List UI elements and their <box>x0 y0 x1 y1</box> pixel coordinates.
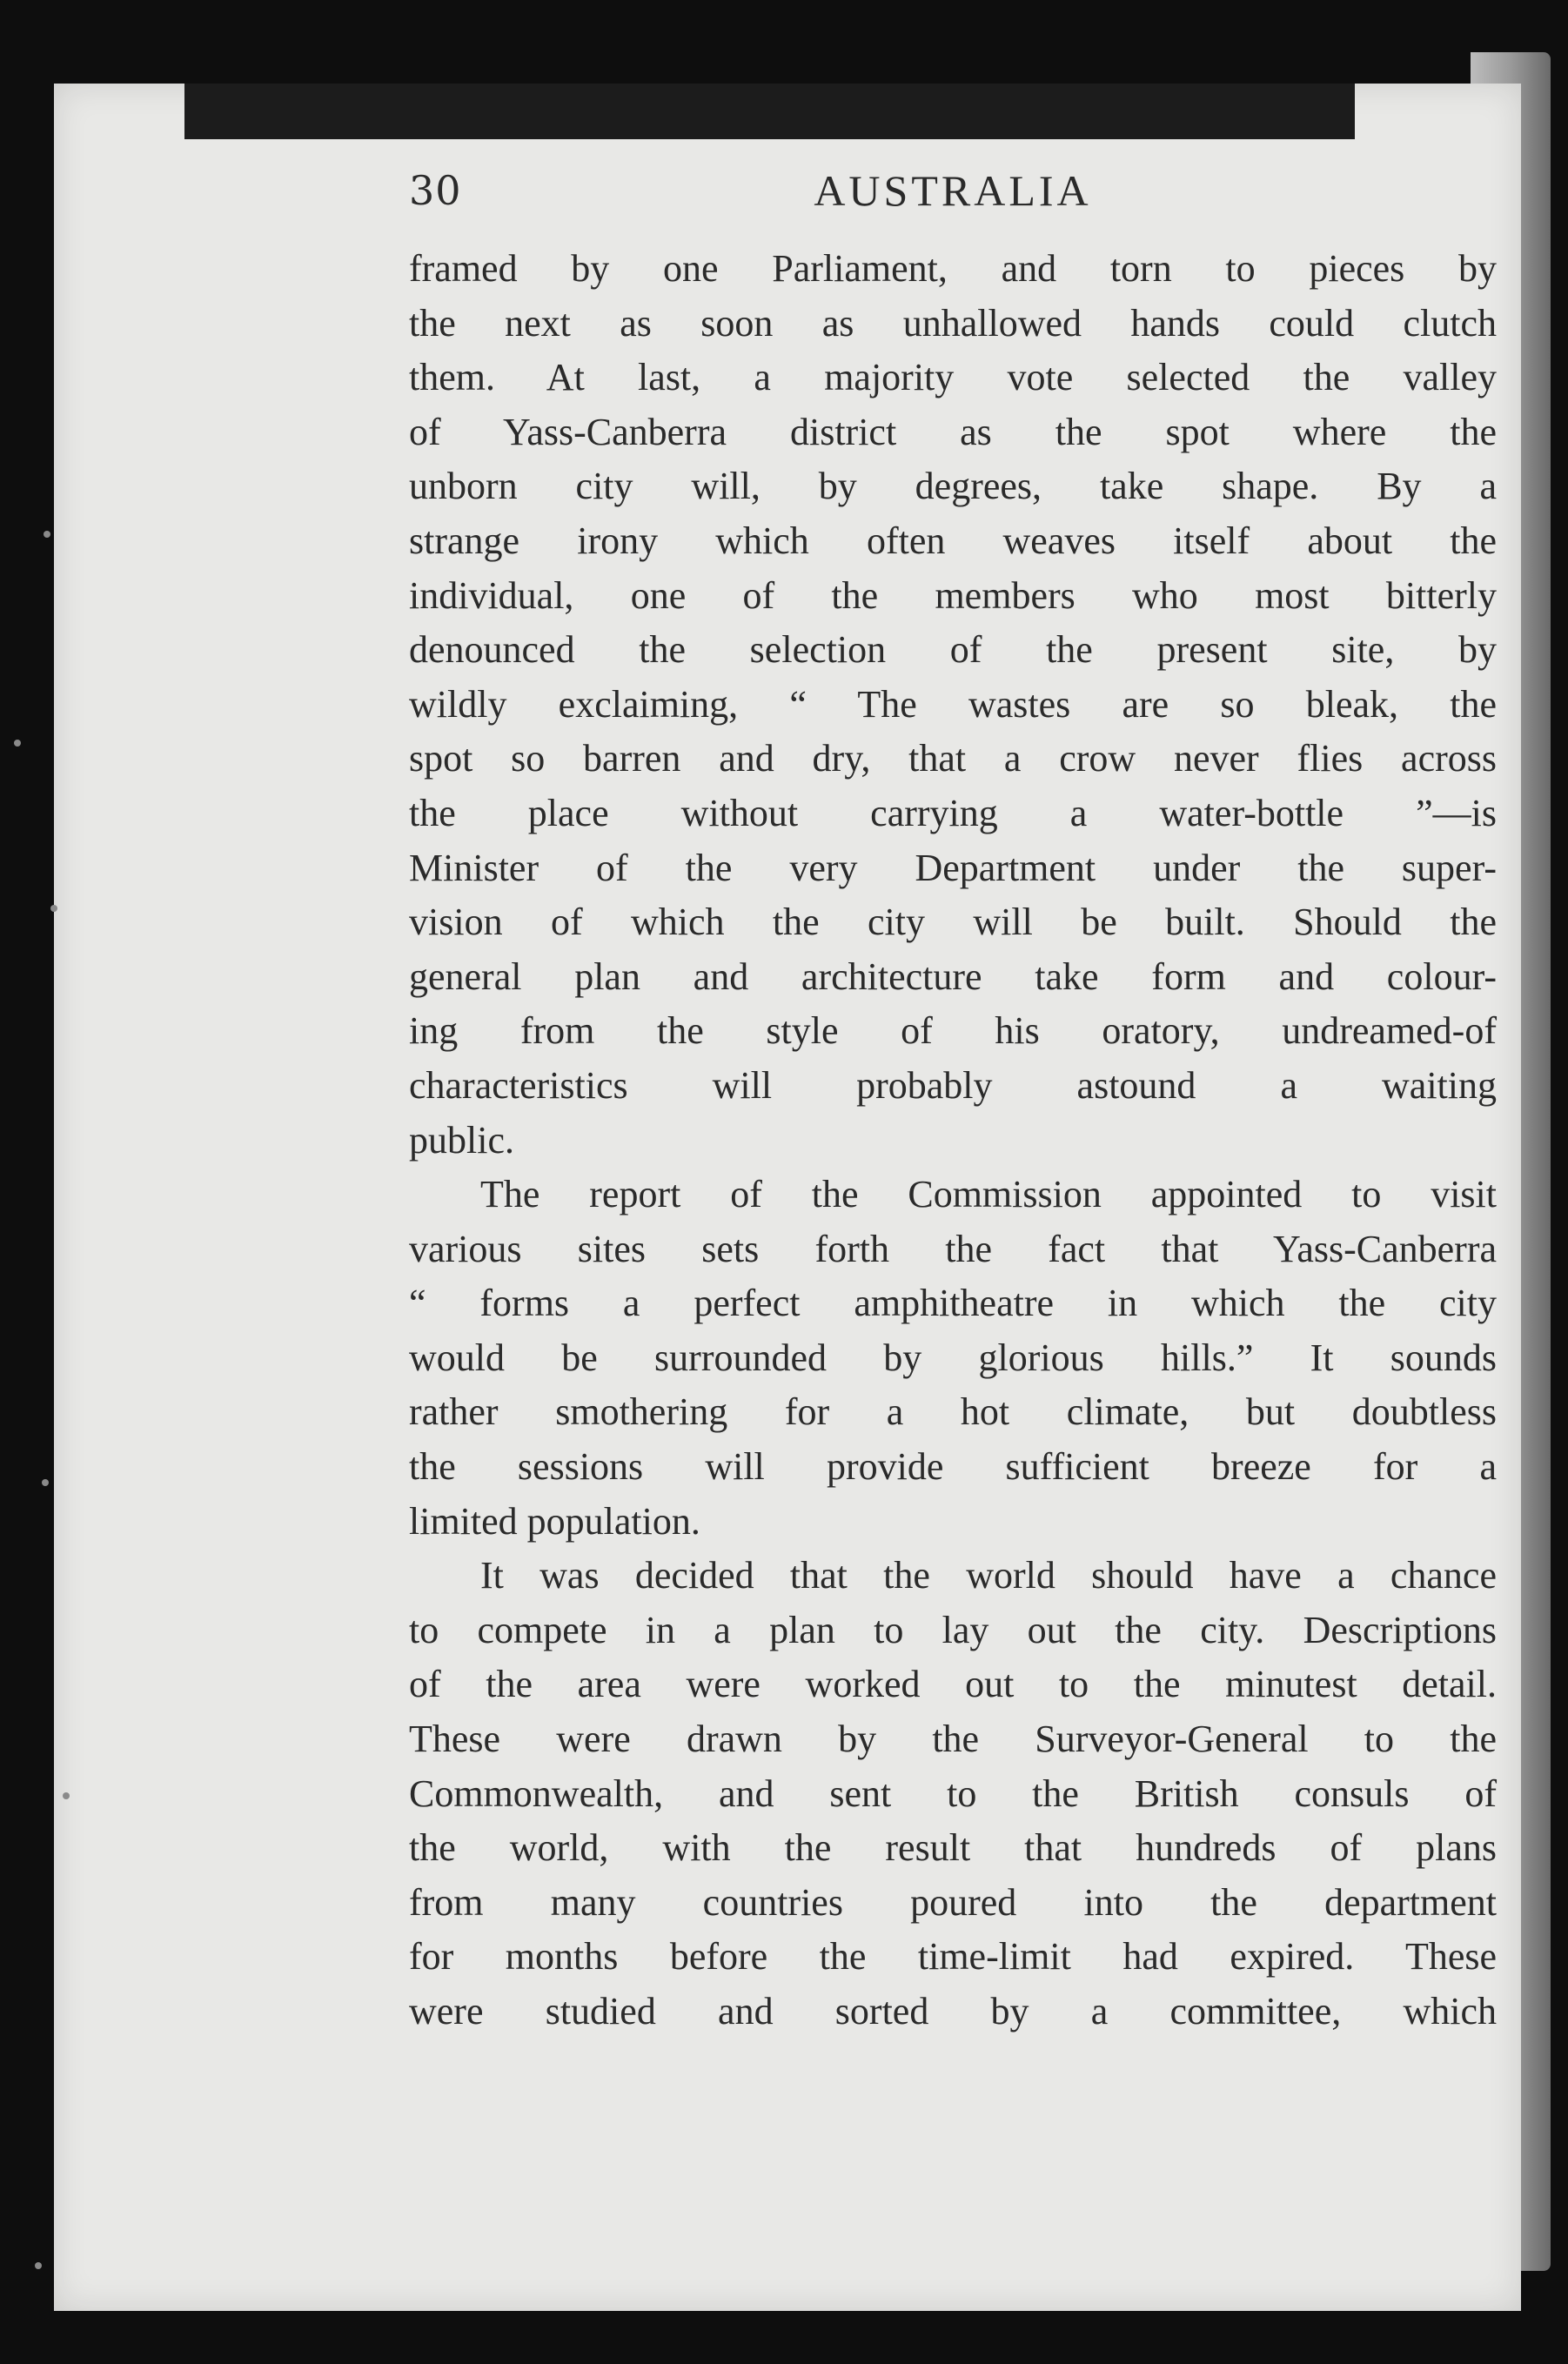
paragraph <box>409 242 1497 1168</box>
text-line: general plan and architecture take form and colour- <box>409 954 1497 998</box>
scan-speck <box>35 2262 42 2269</box>
paragraph <box>409 1168 1497 1549</box>
text-line: various sites sets forth the fact that Yass-Canberra <box>409 1227 1497 1270</box>
page-header <box>409 157 1497 235</box>
text-line: unborn city will, by degrees, take shape. By a <box>409 465 1497 508</box>
text-line: from many countries poured into the department <box>409 1880 1497 1924</box>
text-line: strange irony which often weaves itself about the <box>409 519 1497 562</box>
text-line: for months before the time-limit had expired. These <box>409 1935 1497 1979</box>
text-line: the next as soon as unhallowed hands could clutch <box>409 301 1497 345</box>
text-line: wildly exclaiming, “ The wastes are so bleak, the <box>409 682 1497 726</box>
page-content <box>409 157 1497 2039</box>
body-text <box>409 242 1497 2039</box>
text-line: of the area were worked out to the minutest detail. <box>409 1663 1497 1706</box>
text-line: ing from the style of his oratory, undreamed-of <box>409 1009 1497 1053</box>
text-line: These were drawn by the Surveyor-General to the <box>409 1718 1497 1761</box>
text-line: limited population. <box>409 1499 700 1543</box>
text-line: them. At last, a majority vote selected the valley <box>409 356 1497 399</box>
top-shadow-strip <box>184 84 1355 139</box>
scan-speck <box>50 905 57 912</box>
text-line: It was decided that the world should have a chance <box>480 1554 1497 1597</box>
running-head: AUSTRALIA <box>814 166 1092 215</box>
scan-speck <box>63 1792 70 1799</box>
scan-speck <box>42 1479 49 1486</box>
text-line: rather smothering for a hot climate, but doubtless <box>409 1390 1497 1434</box>
text-line: public. <box>409 1118 514 1162</box>
text-line: the place without carrying a water-bottle ”—is <box>409 791 1497 834</box>
text-line: the sessions will provide sufficient breeze for a <box>409 1445 1497 1489</box>
text-line: framed by one Parliament, and torn to pieces by <box>409 247 1497 290</box>
page-number: 30 <box>409 167 462 214</box>
text-line: to compete in a plan to lay out the city. Descriptions <box>409 1608 1497 1651</box>
text-line: would be surrounded by glorious hills.” It sounds <box>409 1336 1497 1379</box>
text-line: were studied and sorted by a committee, which <box>409 1990 1497 2033</box>
scan-speck <box>14 740 21 747</box>
text-line: of Yass-Canberra district as the spot where the <box>409 410 1497 453</box>
paragraph <box>409 1549 1497 2039</box>
text-line: the world, with the result that hundreds of plans <box>409 1826 1497 1870</box>
text-line: Commonwealth, and sent to the British consuls of <box>409 1771 1497 1815</box>
text-line: characteristics will probably astound a waiting <box>409 1063 1497 1107</box>
text-line: denounced the selection of the present site, by <box>409 628 1497 672</box>
scan-speck <box>44 531 50 538</box>
text-line: The report of the Commission appointed to visit <box>480 1173 1497 1216</box>
text-line: Minister of the very Department under the super- <box>409 846 1497 889</box>
text-line: vision of which the city will be built. Should the <box>409 901 1497 944</box>
text-line: spot so barren and dry, that a crow never flies across <box>409 737 1497 780</box>
text-line: individual, one of the members who most bitterly <box>409 573 1497 617</box>
text-line: “ forms a perfect amphitheatre in which the city <box>409 1282 1497 1325</box>
